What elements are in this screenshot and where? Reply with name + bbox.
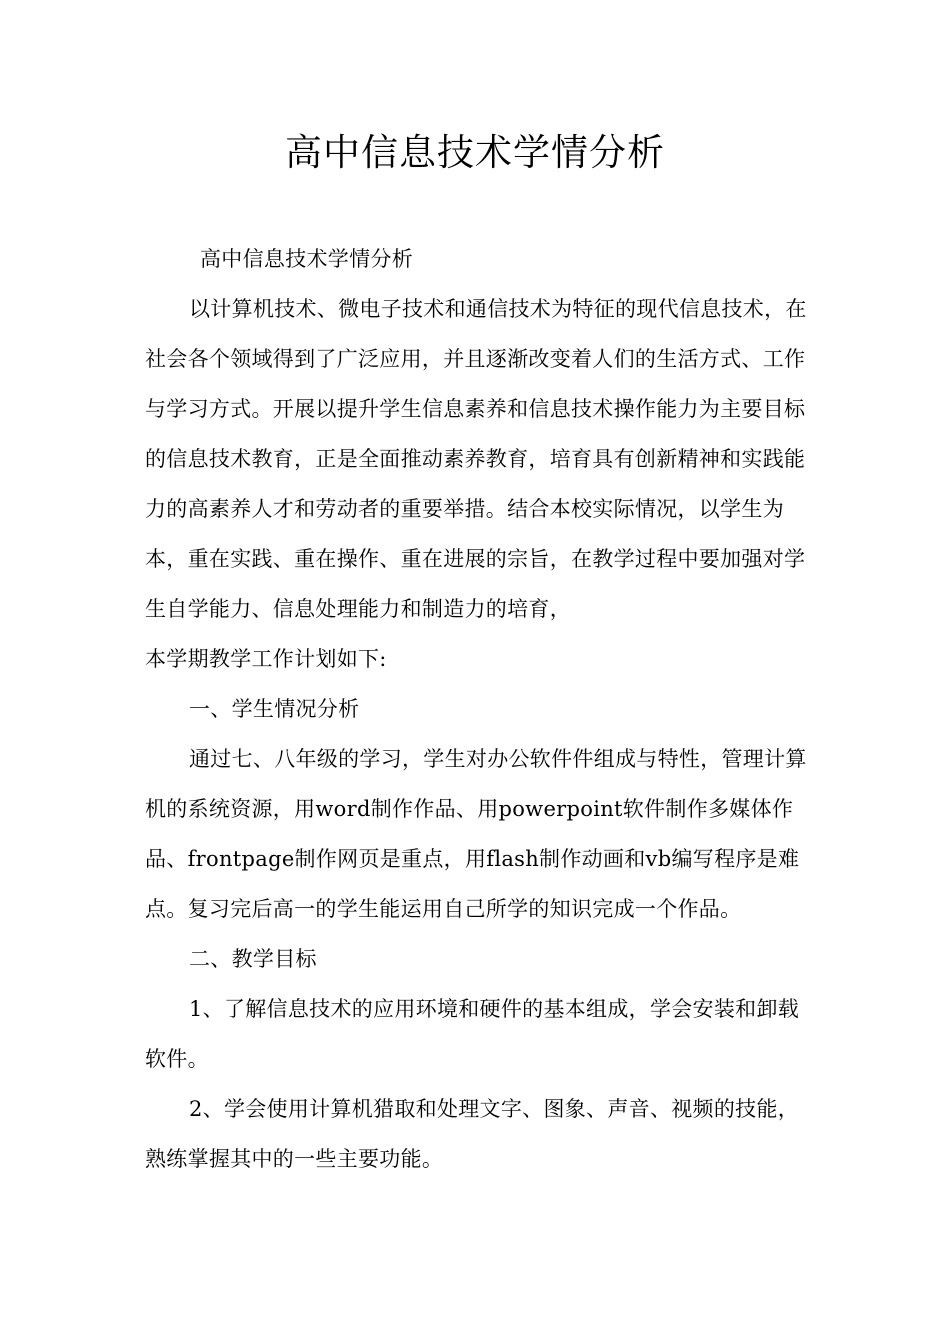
- section-heading-student-analysis: 一、学生情况分析: [189, 697, 360, 721]
- document-title: 高中信息技术学情分析: [285, 131, 665, 174]
- goal-item-1: 1、了解信息技术的应用环境和硬件的基本组成，学会安装和卸载软件。: [145, 997, 800, 1071]
- goal-item-2: 2、学会使用计算机猎取和处理文字、图象、声音、视频的技能，熟练掌握其中的一些主要功能。: [145, 1097, 800, 1171]
- intro-paragraph: 以计算机技术、微电子技术和通信技术为特征的现代信息技术，在社会各个领域得到了广泛应用，并且逐渐改变着人们的生活方式、工作与学习方式。开展以提升学生信息素养和信息技术操作能力为主要目标的信息技术教育，正是全面推动素养教育，培育具有创新精神和实践能力的高素养人才和劳动者的重要举措。结合本校实际情况，以学生为本，重在实践、重在操作、重在进展的宗旨，在教学过程中要加强对学生自学能力、信息处理能力和制造力的培育，: [145, 297, 807, 621]
- plan-intro-line: 本学期教学工作计划如下:: [145, 647, 387, 671]
- subtitle-paragraph: 高中信息技术学情分析: [200, 247, 413, 271]
- section-heading-teaching-goals: 二、教学目标: [189, 947, 317, 971]
- document-body: [145, 234, 820, 1184]
- student-analysis-paragraph: 通过七、八年级的学习，学生对办公软件件组成与特性，管理计算机的系统资源，用word制作作品、用powerpoint软件制作多媒体作品、frontpage制作网页是重点，用flash制作动画和vb编写程序是难点。复习完后高一的学生能运用自己所学的知识完成一个作品。: [145, 747, 807, 921]
